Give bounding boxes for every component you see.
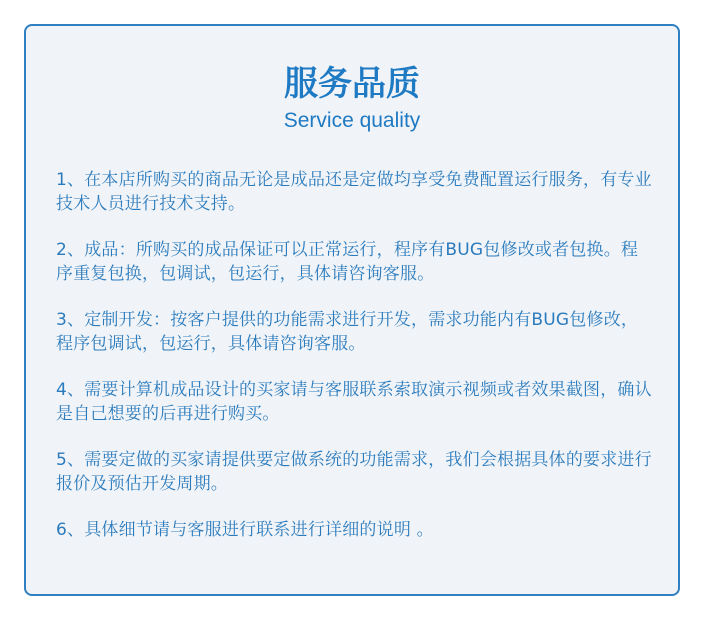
service-terms-list [56,168,654,564]
service-term-4: 4、需要计算机成品设计的买家请与客服联系索取演示视频或者效果截图，确认是自己想要的后再进行购买。 [56,380,652,424]
page-subtitle: Service quality [283,109,421,132]
service-term-1: 1、在本店所购买的商品无论是成品还是定做均享受免费配置运行服务，有专业技术人员进行技术支持。 [56,170,652,214]
service-term-5: 5、需要定做的买家请提供要定做系统的功能需求，我们会根据具体的要求进行报价及预估开发周期。 [56,450,652,494]
service-quality-card [24,24,680,596]
service-term-3: 3、定制开发：按客户提供的功能需求进行开发，需求功能内有BUG包修改，程序包调试，包运行，具体请咨询客服。 [56,310,639,354]
service-term-2: 2、成品：所购买的成品保证可以正常运行，程序有BUG包修改或者包换。程序重复包换，包调试，包运行，具体请咨询客服。 [56,240,639,284]
service-term-6: 6、具体细节请与客服进行联系进行详细的说明 。 [56,520,434,540]
page-title: 服务品质 [284,64,420,104]
